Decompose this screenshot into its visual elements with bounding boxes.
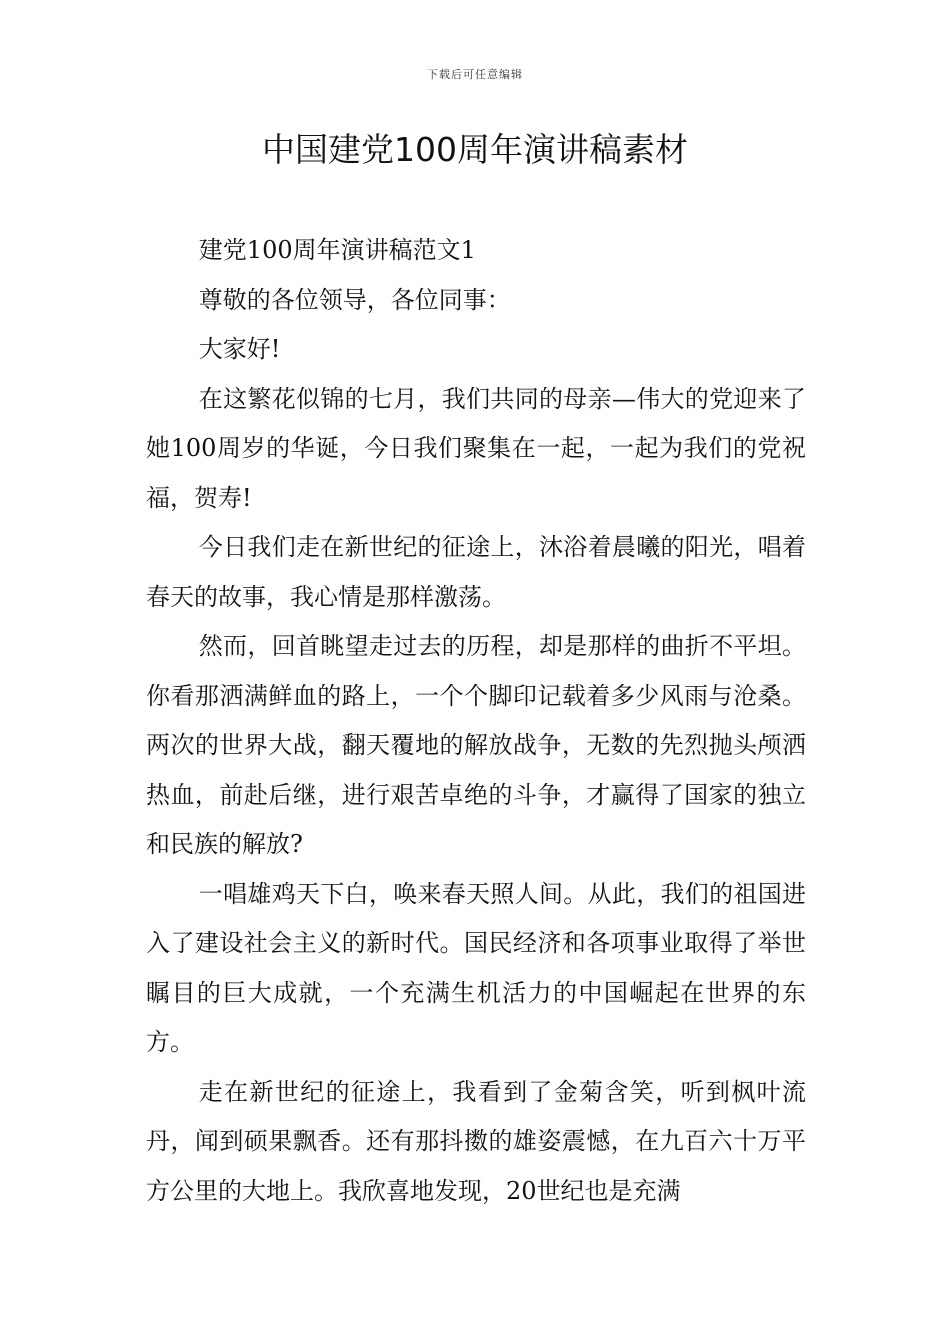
paragraph-body: 走在新世纪的征途上，我看到了金菊含笑，听到枫叶流丹，闻到硕果飘香。还有那抖擞的雄姿震憾，在九百六十万平方公里的大地上。我欣喜地发现，20世纪也是充满 (146, 1077, 806, 1205)
paragraph-greeting: 大家好! (198, 335, 281, 363)
header-note: 下载后可任意编辑 (427, 68, 523, 81)
paragraph-salutation: 尊敬的各位领导，各位同事： (198, 285, 511, 314)
paragraph-body: 一唱雄鸡天下白，唤来春天照人间。从此，我们的祖国进入了建设社会主义的新时代。国民经济和各项事业取得了举世瞩目的巨大成就，一个充满生机活力的中国崛起在世界的东方。 (146, 879, 806, 1056)
paragraph-body: 然而，回首眺望走过去的历程，却是那样的曲折不平坦。你看那洒满鲜血的路上，一个个脚印记载着多少风雨与沧桑。两次的世界大战，翻天覆地的解放战争，无数的先烈抛头颅洒热血，前赴后继，进行艰苦卓绝的斗争，才赢得了国家的独立和民族的解放? (146, 632, 806, 858)
paragraph-subtitle: 建党100周年演讲稿范文1 (198, 236, 476, 264)
document-body (146, 226, 806, 1216)
paragraph-body: 在这繁花似锦的七月，我们共同的母亲—伟大的党迎来了她100周岁的华诞，今日我们聚集在一起，一起为我们的党祝福，贺寿! (146, 384, 806, 512)
document-title: 中国建党100周年演讲稿素材 (262, 130, 688, 169)
paragraph-body: 今日我们走在新世纪的征途上，沐浴着晨曦的阳光，唱着春天的故事，我心情是那样激荡。 (146, 533, 806, 611)
